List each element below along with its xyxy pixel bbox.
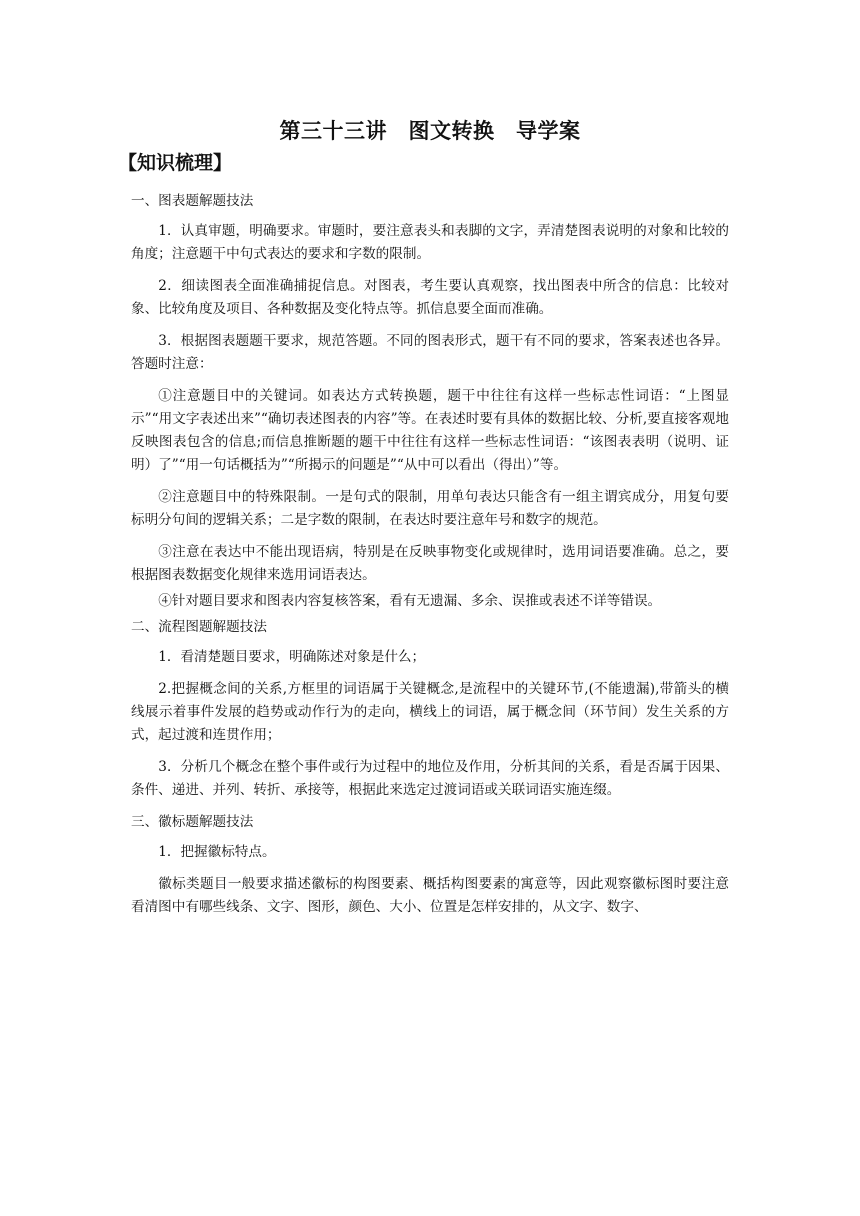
- heading-chart-techniques: 一、图表题解题技法: [131, 193, 254, 209]
- document-body: [131, 190, 729, 928]
- paragraph: 3．分析几个概念在整个事件或行为过程中的地位及作用，分析其间的关系，看是否属于因果、条件、递进、并列、转折、承接等，根据此来选定过渡词语或关联词语实施连缀。: [131, 759, 729, 798]
- paragraph: 1．把握徽标特点。: [158, 844, 276, 860]
- heading-logo-techniques: 三、徽标题解题技法: [131, 814, 254, 830]
- page-title: 第三十三讲 图文转换 导学案: [279, 119, 581, 143]
- paragraph: 1．看清楚题目要求，明确陈述对象是什么；: [158, 649, 426, 665]
- heading-flowchart-techniques: 二、流程图题解题技法: [131, 619, 267, 635]
- paragraph: 2．细读图表全面准确捕捉信息。对图表，考生要认真观察，找出图表中所含的信息：比较对象、比较角度及项目、各种数据及变化特点等。抓信息要全面而准确。: [131, 278, 729, 317]
- paragraph: ③注意在表达中不能出现语病，特别是在反映事物变化或规律时，选用词语要准确。总之，要根据图表数据变化规律来选用词语表达。: [131, 544, 729, 583]
- paragraph: 1．认真审题，明确要求。审题时，要注意表头和表脚的文字，弄清楚图表说明的对象和比较的角度；注意题干中句式表达的要求和字数的限制。: [131, 223, 729, 262]
- section-heading: 【知识梳理】: [118, 152, 233, 174]
- paragraph: ④针对题目要求和图表内容复核答案，看有无遗漏、多余、误推或表述不详等错误。: [158, 593, 662, 609]
- paragraph: 3．根据图表题题干要求，规范答题。不同的图表形式，题干有不同的要求，答案表述也各异。答题时注意：: [131, 333, 729, 372]
- paragraph: 2.把握概念间的关系,方框里的词语属于关键概念,是流程中的关键环节,(不能遗漏),带箭头的横线展示着事件发展的趋势或动作行为的走向，横线上的词语，属于概念间（环节间）发生关系的方式，起过渡和连贯作用；: [131, 681, 729, 743]
- paragraph: 徽标类题目一般要求描述徽标的构图要素、概括构图要素的寓意等，因此观察徽标图时要注意看清图中有哪些线条、文字、图形，颜色、大小、位置是怎样安排的，从文字、数字、: [131, 876, 729, 915]
- paragraph: ②注意题目中的特殊限制。一是句式的限制，用单句表达只能含有一组主谓宾成分，用复句要标明分句间的逻辑关系；二是字数的限制，在表达时要注意年号和数字的规范。: [131, 489, 729, 528]
- paragraph: ①注意题目中的关键词。如表达方式转换题，题干中往往有这样一些标志性词语：“上图显示”“用文字表述出来”“确切表述图表的内容”等。在表述时要有具体的数据比较、分析,要直接客观地反映图表包含的信息;而信息推断题的题干中往往有这样一些标志性词语：“该图表表明（说明、证明）了”“用一句话概括为”“所揭示的问题是”“从中可以看出（得出）”等。: [131, 388, 729, 473]
